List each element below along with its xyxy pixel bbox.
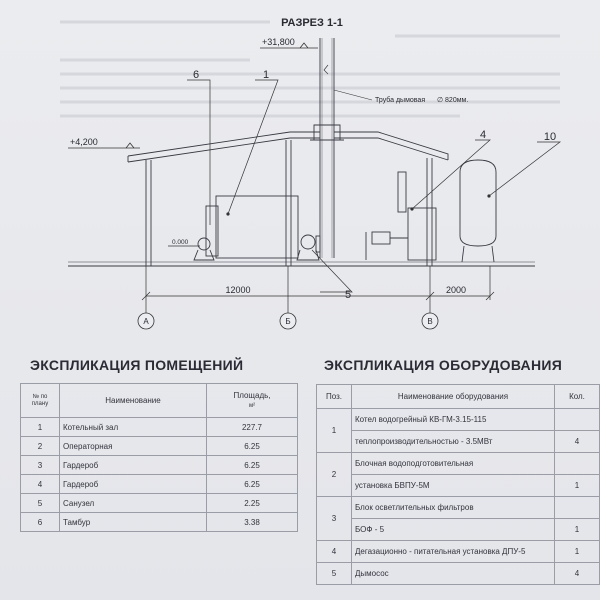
table-row bbox=[21, 456, 298, 475]
callout-6: 6 bbox=[192, 69, 200, 81]
equip-header-pos: Поз. bbox=[317, 385, 352, 409]
smoke-exhauster bbox=[297, 235, 320, 260]
room-name: Санузел bbox=[60, 494, 207, 513]
room-area: 3.38 bbox=[207, 513, 298, 532]
axis-b: Б bbox=[285, 317, 291, 326]
callout-4: 4 bbox=[479, 129, 487, 141]
rooms-title: ЭКСПЛИКАЦИЯ ПОМЕЩЕНИЙ bbox=[30, 357, 244, 373]
table-row bbox=[317, 497, 600, 519]
equip-qty: 4 bbox=[555, 431, 600, 453]
room-num: 6 bbox=[21, 513, 60, 532]
equip-name: Котел водогрейный КВ-ГМ-3.15-115 bbox=[352, 409, 555, 431]
equip-qty: 4 bbox=[555, 563, 600, 585]
dimension-lines bbox=[142, 266, 494, 314]
deaerator-unit bbox=[366, 172, 436, 260]
equip-name: БОФ - 5 bbox=[352, 519, 555, 541]
table-row bbox=[317, 519, 600, 541]
room-num: 1 bbox=[21, 418, 60, 437]
rooms-header-area bbox=[207, 384, 298, 418]
callout-leaders bbox=[187, 80, 560, 292]
dimension-main: 12000 bbox=[225, 285, 251, 295]
equip-qty-empty bbox=[555, 453, 600, 475]
elevation-roof: +4,200 bbox=[70, 137, 98, 147]
room-num: 3 bbox=[21, 456, 60, 475]
room-area: 2.25 bbox=[207, 494, 298, 513]
columns bbox=[146, 140, 432, 266]
room-name: Гардероб bbox=[60, 475, 207, 494]
roof bbox=[128, 132, 448, 162]
callout-10: 10 bbox=[543, 131, 557, 143]
table-row bbox=[317, 541, 600, 563]
room-area: 6.25 bbox=[207, 456, 298, 475]
equip-qty: 1 bbox=[555, 475, 600, 497]
equip-pos: 5 bbox=[317, 563, 352, 585]
equip-header-qty: Кол. bbox=[555, 385, 600, 409]
rooms-header-num: № по плану bbox=[21, 384, 60, 418]
chimney-label: Труба дымовая bbox=[375, 97, 426, 104]
section-title: РАЗРЕЗ 1-1 bbox=[281, 17, 343, 29]
rooms-header-area-unit: м² bbox=[248, 403, 256, 409]
axis-a: А bbox=[143, 317, 149, 326]
equip-name: теплопроизводительностью - 3.5МВт bbox=[352, 431, 555, 453]
rooms-header-name: Наименование bbox=[60, 384, 207, 418]
room-num: 2 bbox=[21, 437, 60, 456]
equip-header-name: Наименование оборудования bbox=[352, 385, 555, 409]
table-row bbox=[317, 453, 600, 475]
boiler bbox=[194, 196, 298, 260]
chimney-size: ∅ 820мм. bbox=[437, 97, 469, 104]
elevation-floor: 0.000 bbox=[172, 239, 189, 246]
table-row bbox=[21, 418, 298, 437]
room-area: 6.25 bbox=[207, 437, 298, 456]
equipment-title: ЭКСПЛИКАЦИЯ ОБОРУДОВАНИЯ bbox=[324, 357, 563, 373]
callout-1: 1 bbox=[262, 69, 270, 81]
table-row bbox=[317, 431, 600, 453]
ground-line bbox=[68, 262, 535, 266]
faded-text-lines bbox=[60, 22, 560, 116]
room-num: 4 bbox=[21, 475, 60, 494]
elevation-top: +31,800 bbox=[262, 37, 295, 47]
equip-name: установка БВПУ-5М bbox=[352, 475, 555, 497]
chimney bbox=[310, 38, 344, 258]
equip-qty: 1 bbox=[555, 541, 600, 563]
table-row bbox=[21, 494, 298, 513]
room-name: Котельный зал bbox=[60, 418, 207, 437]
room-area: 227.7 bbox=[207, 418, 298, 437]
equip-pos: 2 bbox=[317, 453, 352, 497]
axis-v: В bbox=[427, 317, 433, 326]
equip-name: Дегазационно - питательная установка ДПУ-5 bbox=[352, 541, 555, 563]
room-area: 6.25 bbox=[207, 475, 298, 494]
rooms-table bbox=[20, 383, 298, 532]
equip-pos: 1 bbox=[317, 409, 352, 453]
equip-name: Блок осветлительных фильтров bbox=[352, 497, 555, 519]
table-row bbox=[317, 475, 600, 497]
room-name: Операторная bbox=[60, 437, 207, 456]
rooms-header-area-label: Площадь, bbox=[233, 391, 271, 400]
table-row bbox=[21, 437, 298, 456]
equip-name: Блочная водоподготовительная bbox=[352, 453, 555, 475]
storage-tank bbox=[460, 160, 496, 262]
room-num: 5 bbox=[21, 494, 60, 513]
table-row bbox=[317, 409, 600, 431]
dimension-side: 2000 bbox=[445, 285, 467, 295]
equip-name: Дымосос bbox=[352, 563, 555, 585]
equip-qty-empty bbox=[555, 497, 600, 519]
equip-qty: 1 bbox=[555, 519, 600, 541]
equipment-table bbox=[316, 384, 600, 585]
room-name: Тамбур bbox=[60, 513, 207, 532]
callout-5: 5 bbox=[344, 289, 352, 301]
table-row bbox=[21, 513, 298, 532]
room-name: Гардероб bbox=[60, 456, 207, 475]
equip-pos: 3 bbox=[317, 497, 352, 541]
equip-pos: 4 bbox=[317, 541, 352, 563]
table-row bbox=[21, 475, 298, 494]
equip-qty-empty bbox=[555, 409, 600, 431]
table-row bbox=[317, 563, 600, 585]
